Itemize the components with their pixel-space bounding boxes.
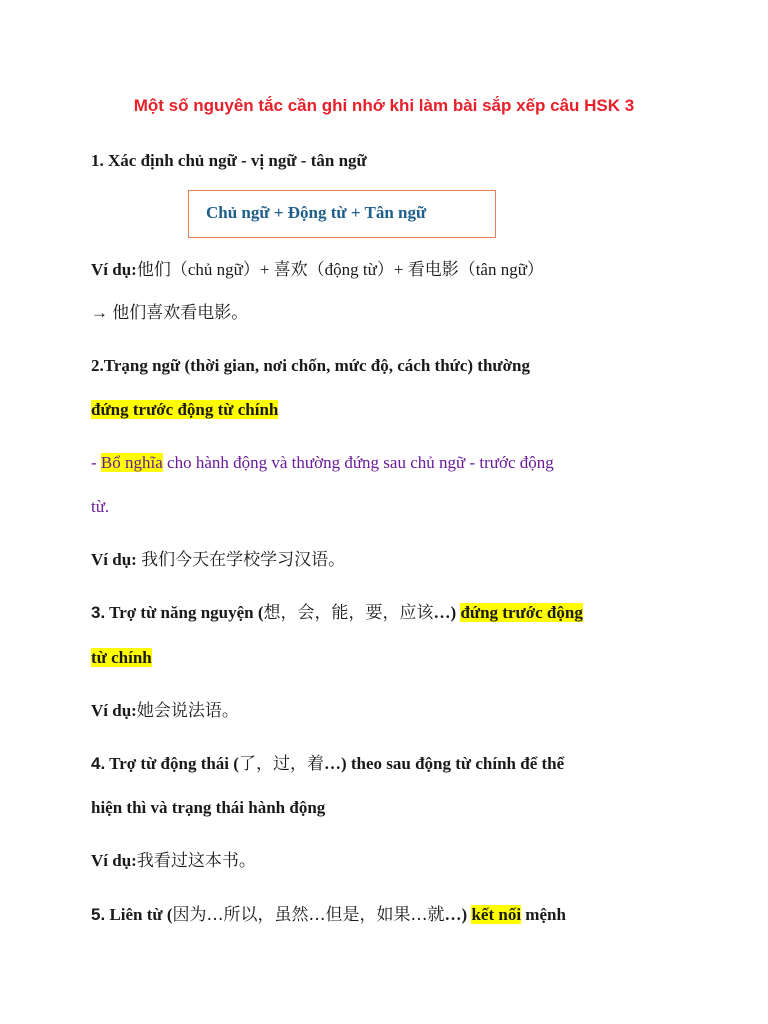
rule-5-heading [91, 903, 566, 927]
rule-1-example [91, 258, 544, 282]
rule-number: 5. [91, 905, 106, 924]
heading-post: …) [444, 905, 472, 924]
rule-3-highlight: đứng trước động [460, 603, 583, 622]
rule-2-example [91, 548, 345, 572]
rule-3-heading [91, 601, 583, 625]
rule-3-example [91, 699, 239, 723]
note-highlight: Bổ nghĩa [100, 453, 163, 472]
example-label: Ví dụ: [91, 701, 137, 720]
heading-end: mệnh [521, 905, 566, 924]
heading-zh: 想，会，能，要，应该 [263, 603, 434, 623]
formula-text: Chủ ngữ + Động từ + Tân ngữ [206, 203, 427, 222]
rule-2-note [91, 451, 554, 475]
example-text: 我们今天在学校学习汉语。 [136, 550, 346, 569]
example-label: Ví dụ: [91, 260, 137, 279]
rule-4-example [91, 849, 256, 873]
rule-4-heading [91, 752, 564, 776]
rule-1-heading: 1. Xác định chủ ngữ - vị ngữ - tân ngữ [91, 151, 367, 170]
note-rest: cho hành động và thường đứng sau chủ ngữ - trước động [162, 453, 554, 472]
example-text: 她会说法语。 [136, 701, 239, 720]
rule-4-heading-cont: hiện thì và trạng thái hành động [91, 798, 326, 817]
heading-pre: Liên từ ( [105, 905, 173, 924]
heading-pre: Trợ từ năng nguyện ( [105, 603, 264, 622]
heading-pre: Trợ từ động thái ( [105, 754, 239, 773]
formula-box [188, 190, 496, 238]
rule-2-heading-cont [91, 398, 278, 422]
example-label: Ví dụ: [91, 851, 137, 870]
rule-3-heading-cont [91, 646, 152, 670]
rule-2-highlight: đứng trước động từ chính [91, 400, 279, 419]
page-title: Một số nguyên tắc cần ghi nhớ khi làm bài sắp xếp câu HSK 3 [133, 96, 635, 115]
rule-number: 4. [91, 754, 106, 773]
heading-post: …) theo sau động từ chính để thể [323, 754, 565, 773]
rule-2-note-cont: từ. [91, 497, 110, 516]
heading-post: …) [433, 603, 461, 622]
rule-number: 3. [91, 603, 106, 622]
note-dash: - [91, 453, 101, 472]
example-label: Ví dụ: [91, 550, 137, 569]
heading-zh: 因为…所以，虽然…但是，如果…就 [172, 905, 445, 925]
heading-zh: 了，过，着 [238, 754, 324, 774]
rule-3-highlight-2: từ chính [91, 648, 152, 667]
example-text: 我看过这本书。 [136, 851, 256, 870]
rule-5-highlight: kết nối [471, 905, 522, 924]
rule-2-heading: 2.Trạng ngữ (thời gian, nơi chốn, mức độ, cách thức) thường [91, 356, 530, 375]
example-parts: 他们（chủ ngữ）+ 喜欢（động từ）+ 看电影（tân ngữ） [136, 260, 544, 279]
rule-1-result: → 他们喜欢看电影。 [91, 303, 249, 322]
